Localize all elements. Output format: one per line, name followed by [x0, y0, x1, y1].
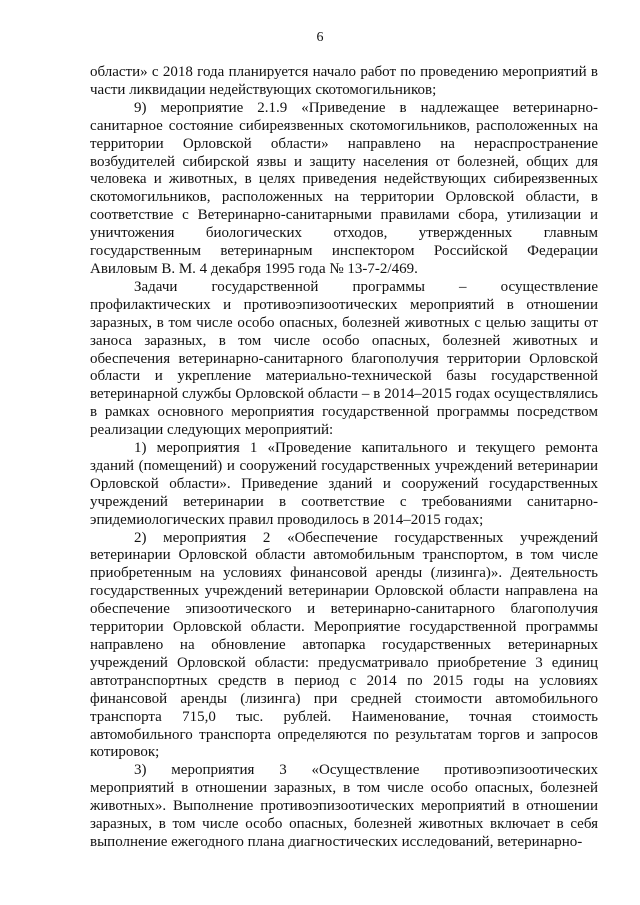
- paragraph-measure-2: 2) мероприятия 2 «Обеспечение государственных учреждений ветеринарии Орловской области автомобильным транспортом, в том числе приобретенным на условиях финансовой аренды (лизинга)». Деятельность государственных учреждений ветеринарии Орловской области направлена на обеспечение эпизоотического и ветеринарно-санитарного благополучия территории Орловской области. Мероприятие государственной программы направлено на обновление автопарка государственных ветеринарных учреждений Орловской области: предусматривало приобретение 3 единиц автотранспортных средств в период с 2014 по 2015 годы на условиях финансовой аренды (лизинга) при средней стоимости автомобильного транспорта 715,0 тыс. рублей. Наименование, точная стоимость автомобильного транспорта определяются по результатам торгов и запросов котировок;: [90, 529, 598, 761]
- paragraph-measure-1: 1) мероприятия 1 «Проведение капитального и текущего ремонта зданий (помещений) и сооружений государственных учреждений ветеринарии Орловской области». Приведение зданий и сооружений государственных учреждений ветеринарии в соответствие с требованиями санитарно-эпидемиологических правил проводилось в 2014–2015 годах;: [90, 440, 598, 528]
- paragraph-program-tasks: Задачи государственной программы – осуществление профилактических и противоэпизоотических мероприятий в отношении заразных, в том числе особо опасных, болезней животных с целью защиты от заноса заразных, в том числе особо опасных, болезней животных и обеспечения ветеринарно-санитарного благополучия территории Орловской области и укрепление материально-технической базы государственной ветеринарной службы Орловской области – в 2014–2015 годах осуществлялись в рамках основного мероприятия государственной программы посредством реализации следующих мероприятий:: [90, 278, 598, 439]
- page-number: 6: [316, 30, 324, 45]
- paragraph-measure-2-1-9: 9) мероприятие 2.1.9 «Приведение в надлежащее ветеринарно-санитарное состояние сибиреязвенных скотомогильников, расположенных на территории Орловской области» направлено на нераспространение возбудителей сибирской язвы и защиту населения от болезней, общих для человека и животных, в целях приведения недействующих сибиреязвенных скотомогильников, расположенных на территории Орловской области, в соответствие с Ветеринарно-санитарными правилами сбора, утилизации и уничтожения биологических отходов, утвержденных главным государственным ветеринарным инспектором Российской Федерации Авиловым В. М. 4 декабря 1995 года № 13-7-2/469.: [90, 99, 598, 277]
- paragraph-continuation: области» с 2018 года планируется начало работ по проведению мероприятий в части ликвидации недействующих скотомогильников;: [90, 64, 598, 98]
- document-body: [90, 64, 598, 852]
- paragraph-measure-3: 3) мероприятия 3 «Осуществление противоэпизоотических мероприятий в отношении заразных, в том числе особо опасных, болезней животных». Выполнение противоэпизоотических мероприятий в отношении заразных, в том числе особо опасных, болезней животных включает в себя выполнение ежегодного плана диагностических исследований, ветеринарно-: [90, 762, 598, 850]
